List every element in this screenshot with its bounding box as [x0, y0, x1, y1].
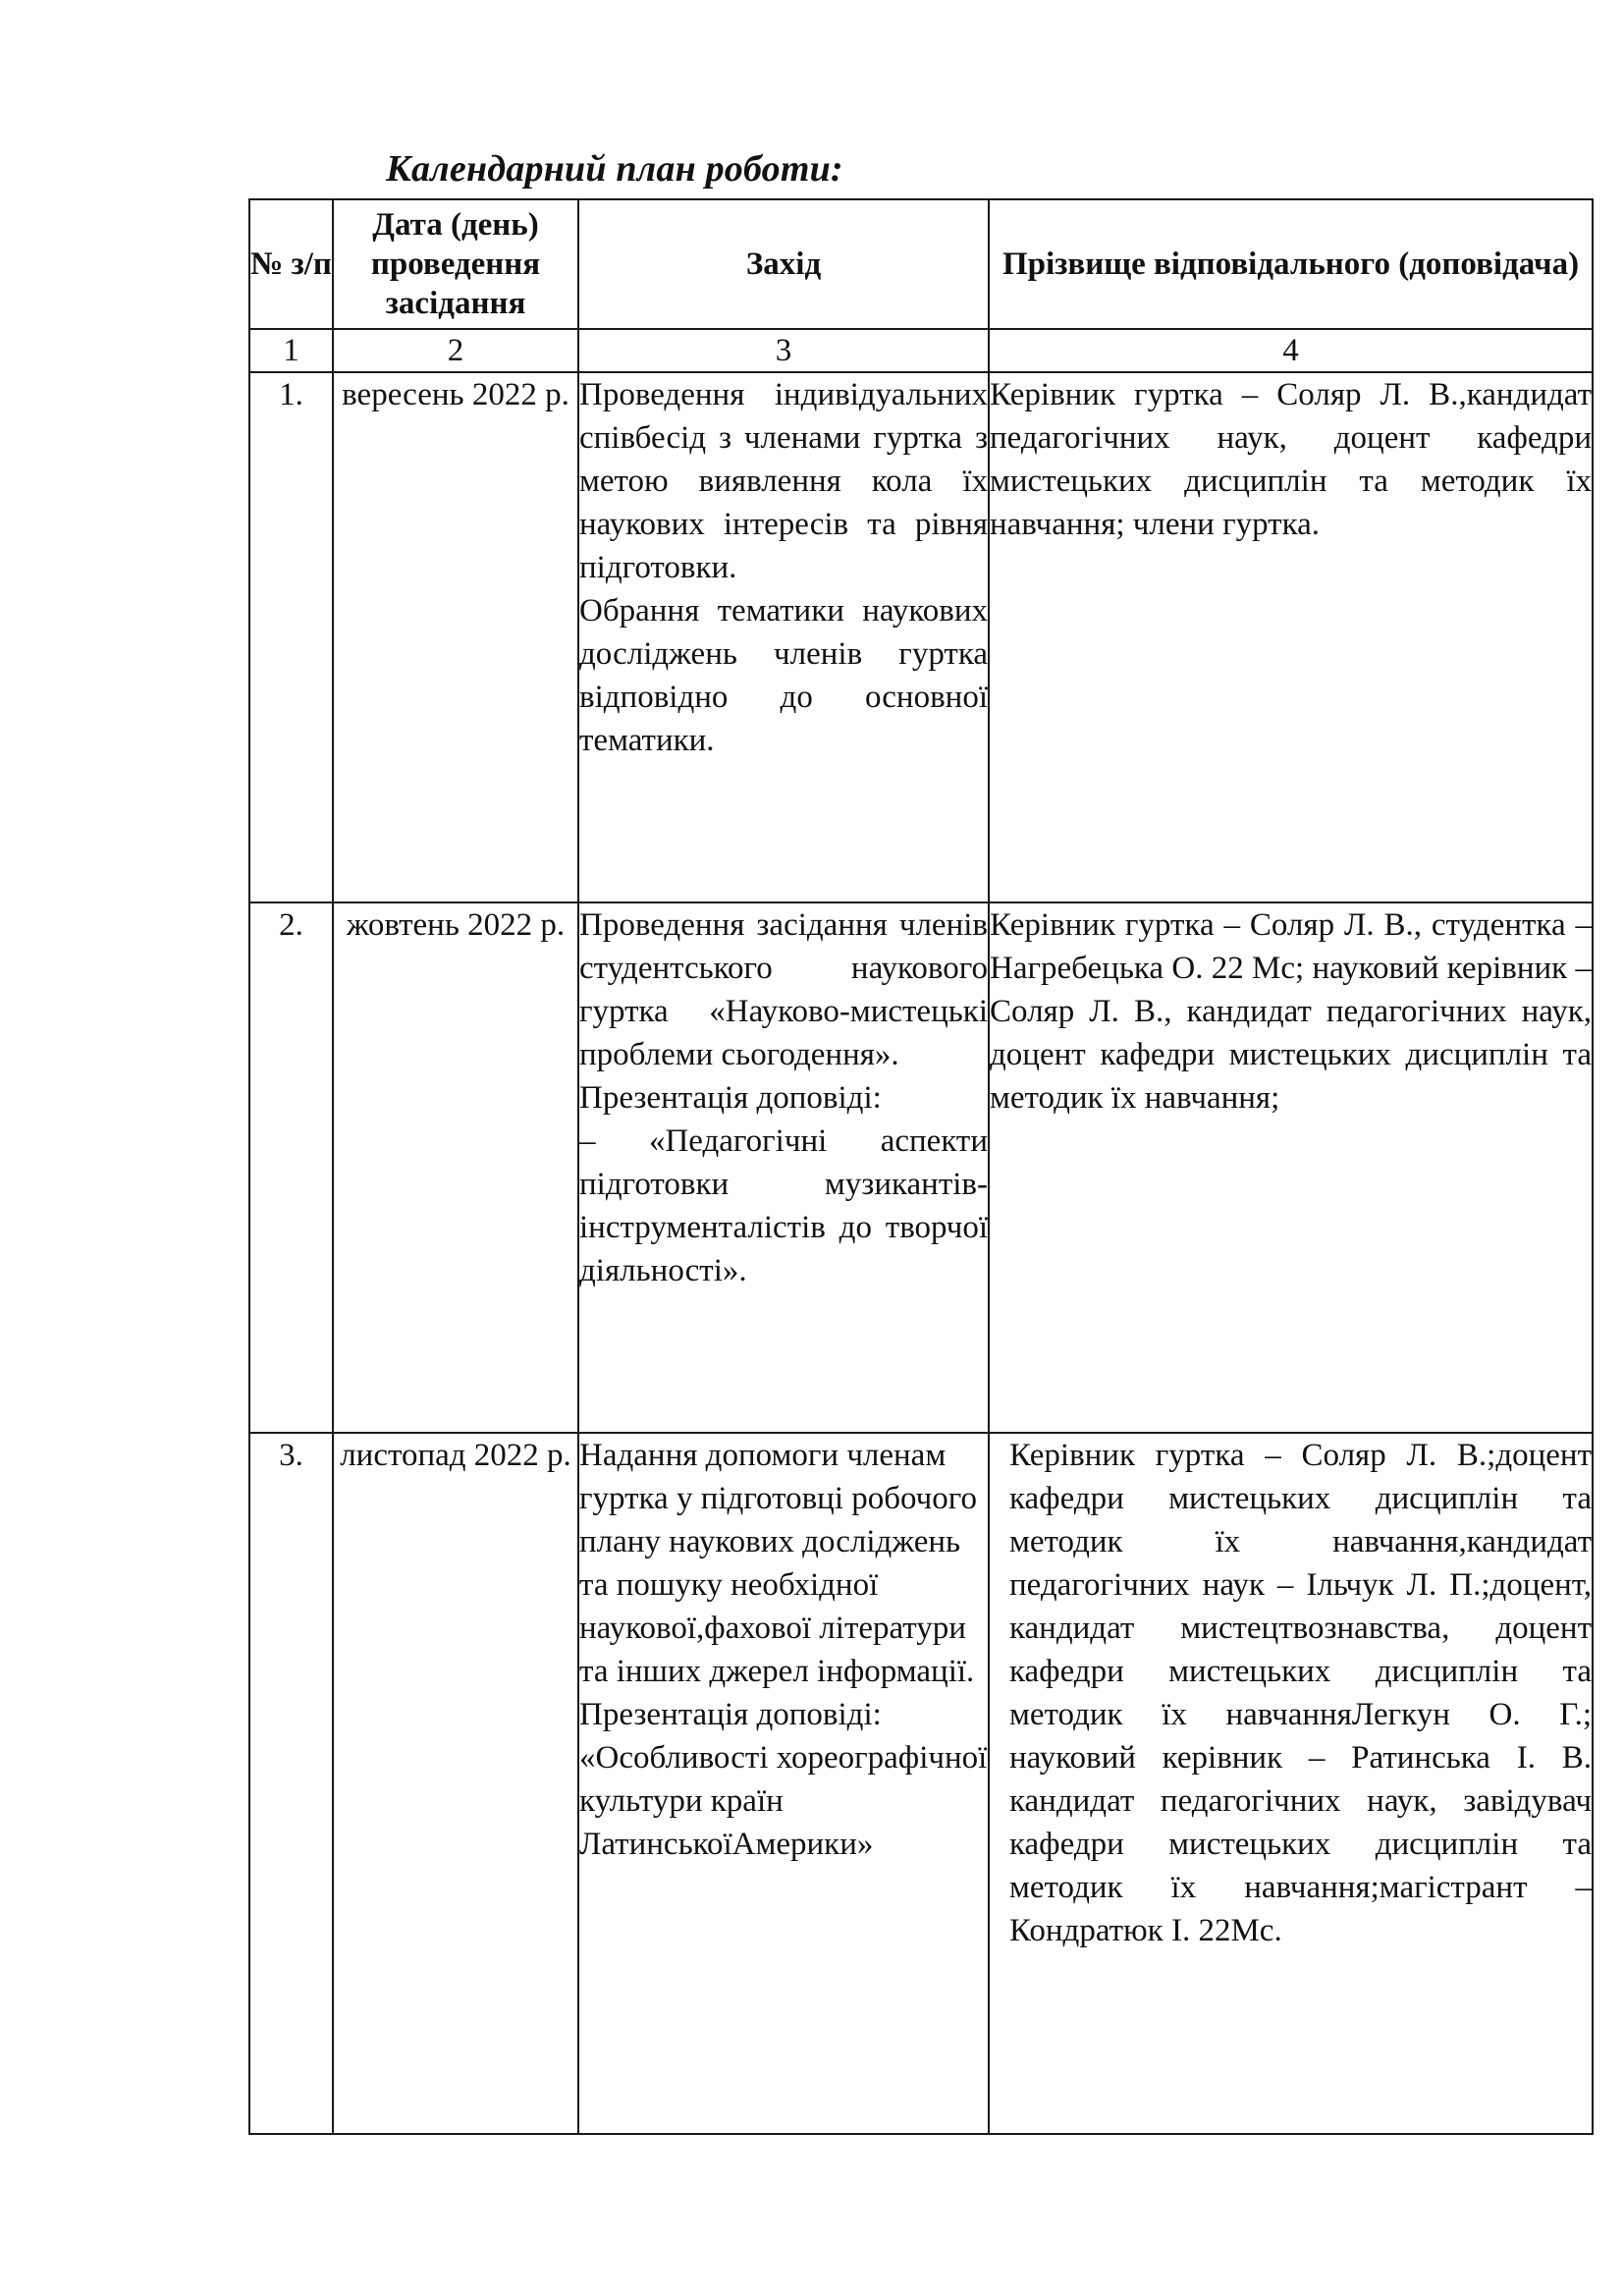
calendar-plan-table	[248, 198, 1594, 2135]
row-number: 3.	[249, 1433, 333, 2134]
row-responsible	[989, 902, 1593, 1433]
column-number: 4	[989, 329, 1593, 372]
row-responsible	[989, 1433, 1593, 2134]
header-date: Дата (день) проведення засідання	[333, 199, 578, 329]
event-paragraph: – «Педагогічні аспекти підготовки музикантів-інструменталістів до творчої діяльності».	[579, 1123, 988, 1288]
row-responsible	[989, 372, 1593, 902]
row-event	[578, 372, 989, 902]
event-paragraph: Презентація доповіді:	[579, 1080, 882, 1116]
row-event	[578, 902, 989, 1433]
responsible-text: Керівник гуртка – Соляр Л. В.;доцент кафедри мистецьких дисциплін та методик їх навчання,кандидат педагогічних наук – Ільчук Л. П.;доцент, кандидат мистецтвознавства, доцент кафедри мистецьких дисциплін та методик їх навчанняЛегкун О. Г.; науковий керівник – Ратинська І. В. кандидат педагогічних наук, завідувач кафедри мистецьких дисциплін та методик їх навчання;магістрант – Кондратюк І. 22Мс.	[1009, 1438, 1592, 1948]
row-date: вересень 2022 р.	[333, 372, 578, 902]
header-responsible: Прізвище відповідального (доповідача)	[989, 199, 1593, 329]
header-event: Захід	[578, 199, 989, 329]
header-number: № з/п	[249, 199, 333, 329]
row-date: листопад 2022 р.	[333, 1433, 578, 2134]
event-paragraph: Презентація доповіді:	[579, 1697, 882, 1732]
row-date: жовтень 2022 р.	[333, 902, 578, 1433]
column-number: 2	[333, 329, 578, 372]
responsible-text: Керівник гуртка – Соляр Л. В., студентка – Нагребецька О. 22 Мс; науковий керівник – Соляр Л. В., кандидат педагогічних наук, доцент кафедри мистецьких дисциплін та методик їх навчання;	[990, 907, 1592, 1116]
row-number: 2.	[249, 902, 333, 1433]
column-number-row	[249, 329, 1593, 372]
event-paragraph: Обрання тематики наукових досліджень членів гуртка відповідно до основної тематики.	[579, 593, 988, 758]
responsible-text: Керівник гуртка – Соляр Л. В.,кандидат педагогічних наук, доцент кафедри мистецьких дисциплін та методик їх навчання; члени гуртка.	[990, 377, 1592, 542]
event-paragraph: «Особливості хореографічної культури країн ЛатинськоїАмерики»	[579, 1740, 988, 1862]
table-row	[249, 1433, 1593, 2134]
table-row	[249, 902, 1593, 1433]
column-number: 1	[249, 329, 333, 372]
table-row	[249, 372, 1593, 902]
event-paragraph: Надання допомоги членам гуртка у підготовці робочого плану наукових досліджень та пошуку необхідної наукової,фахової літератури та інших джерел інформації.	[579, 1438, 977, 1689]
row-number: 1.	[249, 372, 333, 902]
row-event	[578, 1433, 989, 2134]
column-number: 3	[578, 329, 989, 372]
event-paragraph: Проведення індивідуальних співбесід з членами гуртка з метою виявлення кола їх наукових інтересів та рівня підготовки.	[579, 377, 988, 585]
page-title: Календарний план роботи:	[386, 148, 843, 190]
table-header-row	[249, 199, 1593, 329]
event-paragraph: Проведення засідання членів студентського наукового гуртка «Науково-мистецькі проблеми сьогодення».	[579, 907, 988, 1072]
